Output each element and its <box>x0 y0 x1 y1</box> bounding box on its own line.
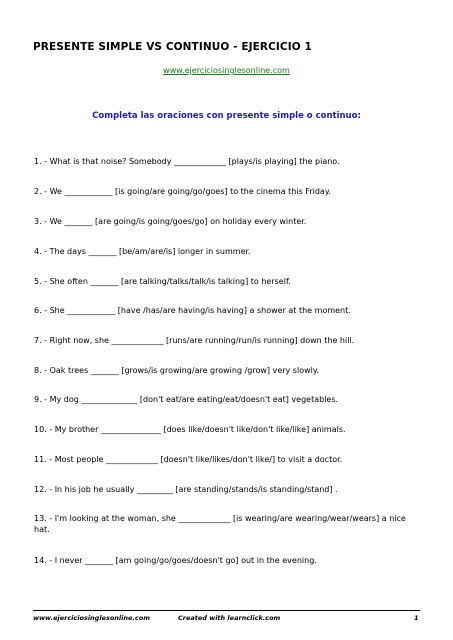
exercise-item: 13. - I'm looking at the woman, she _____________ [is wearing/are wearing/wear/wears] a nice hat. <box>34 514 406 534</box>
exercise-item: 14. - I never _______ [am going/go/goes/doesn't go] out in the evening. <box>34 556 317 565</box>
exercise-item: 3. - We _______ [are going/is going/goes/go] on holiday every winter. <box>34 217 307 226</box>
exercise-item: 2. - We ____________ [is going/are going/go/goes] to the cinema this Friday. <box>34 187 331 196</box>
exercise-item: 12. - In his job he usually _________ [are standing/stands/is standing/stand] . <box>34 485 338 494</box>
exercise-item: 11. - Most people _____________ [doesn't like/likes/don't like/] to visit a doctor. <box>34 455 343 464</box>
exercise-item: 6. - She ____________ [have /has/are having/is having] a shower at the moment. <box>34 306 351 315</box>
exercise-item: 4. - The days _______ [be/am/are/is] longer in summer. <box>34 247 251 256</box>
exercise-item: 5. - She often _______ [are talking/talks/talk/is talking] to herself. <box>34 277 291 286</box>
exercise-item: 10. - My brother _______________ [does like/doesn't like/don't like/like] animals. <box>34 425 346 434</box>
exercise-item: 8. - Oak trees _______ [grows/is growing/are growing /grow] very slowly. <box>34 366 319 375</box>
footer-credit: Created with learnclick.com <box>178 614 281 622</box>
footer-divider <box>33 610 420 611</box>
website-link[interactable]: www.ejerciciosinglesonline.com <box>163 66 290 75</box>
page-number: 1 <box>414 614 419 622</box>
page-title: PRESENTE SIMPLE VS CONTINUO - EJERCICIO 1 <box>33 41 312 53</box>
exercise-item: 7. - Right now, she _____________ [runs/are running/run/is running] down the hill. <box>34 336 355 345</box>
instruction-text: Completa las oraciones con presente simple o continuo: <box>92 111 361 121</box>
footer-website: www.ejerciciosinglesonline.com <box>33 614 150 622</box>
exercise-item: 9. - My dog ______________ [don't eat/are eating/eat/doesn't eat] vegetables. <box>34 395 339 404</box>
exercise-item: 1. - What is that noise? Somebody _____________ [plays/is playing] the piano. <box>34 157 340 166</box>
